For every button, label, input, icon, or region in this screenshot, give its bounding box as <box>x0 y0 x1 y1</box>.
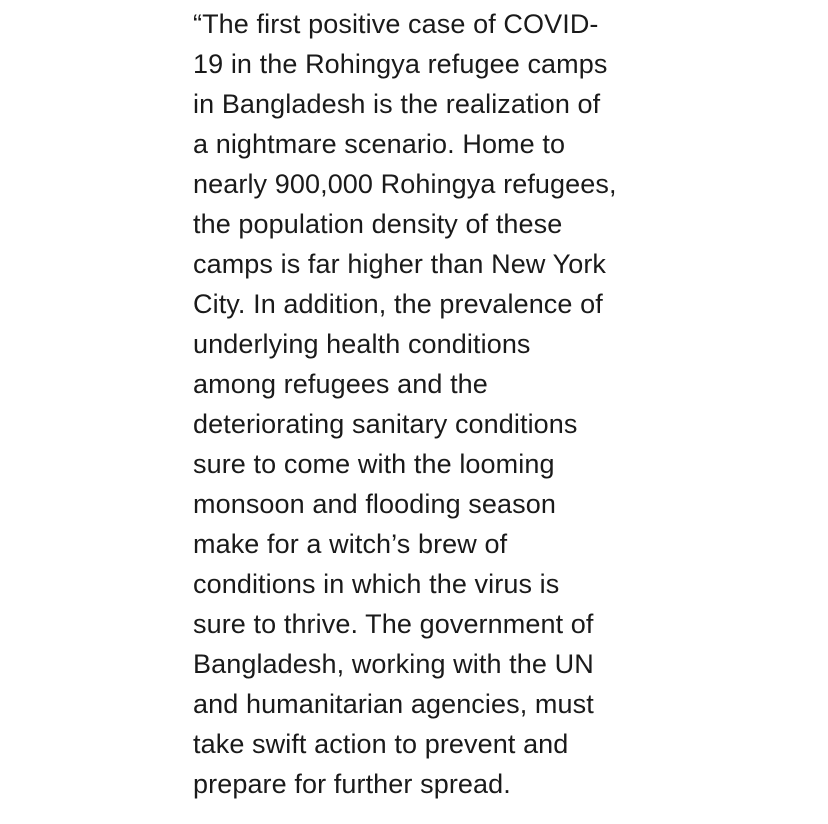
quote-line: nearly 900,000 Rohingya refugees, <box>193 169 617 199</box>
quote-line: take swift action to prevent and <box>193 729 569 759</box>
quote-line: conditions in which the virus is <box>193 569 560 599</box>
quote-line: Bangladesh, working with the UN <box>193 649 594 679</box>
quote-line: a nightmare scenario. Home to <box>193 129 566 159</box>
quote-line: 19 in the Rohingya refugee camps <box>193 49 608 79</box>
quote-line: underlying health conditions <box>193 329 531 359</box>
quote-block <box>193 4 653 804</box>
quote-line: and humanitarian agencies, must <box>193 689 594 719</box>
quote-line: City. In addition, the prevalence of <box>193 289 603 319</box>
quote-line: sure to thrive. The government of <box>193 609 594 639</box>
quote-line: the population density of these <box>193 209 563 239</box>
quote-line: make for a witch’s brew of <box>193 529 508 559</box>
quote-line: prepare for further spread. <box>193 769 511 799</box>
quote-line: in Bangladesh is the realization of <box>193 89 601 119</box>
quote-line: among refugees and the <box>193 369 488 399</box>
quote-line: sure to come with the looming <box>193 449 555 479</box>
quote-line: deteriorating sanitary conditions <box>193 409 578 439</box>
quote-line: monsoon and flooding season <box>193 489 556 519</box>
quote-line: “The first positive case of COVID- <box>193 9 599 39</box>
quote-line: camps is far higher than New York <box>193 249 607 279</box>
